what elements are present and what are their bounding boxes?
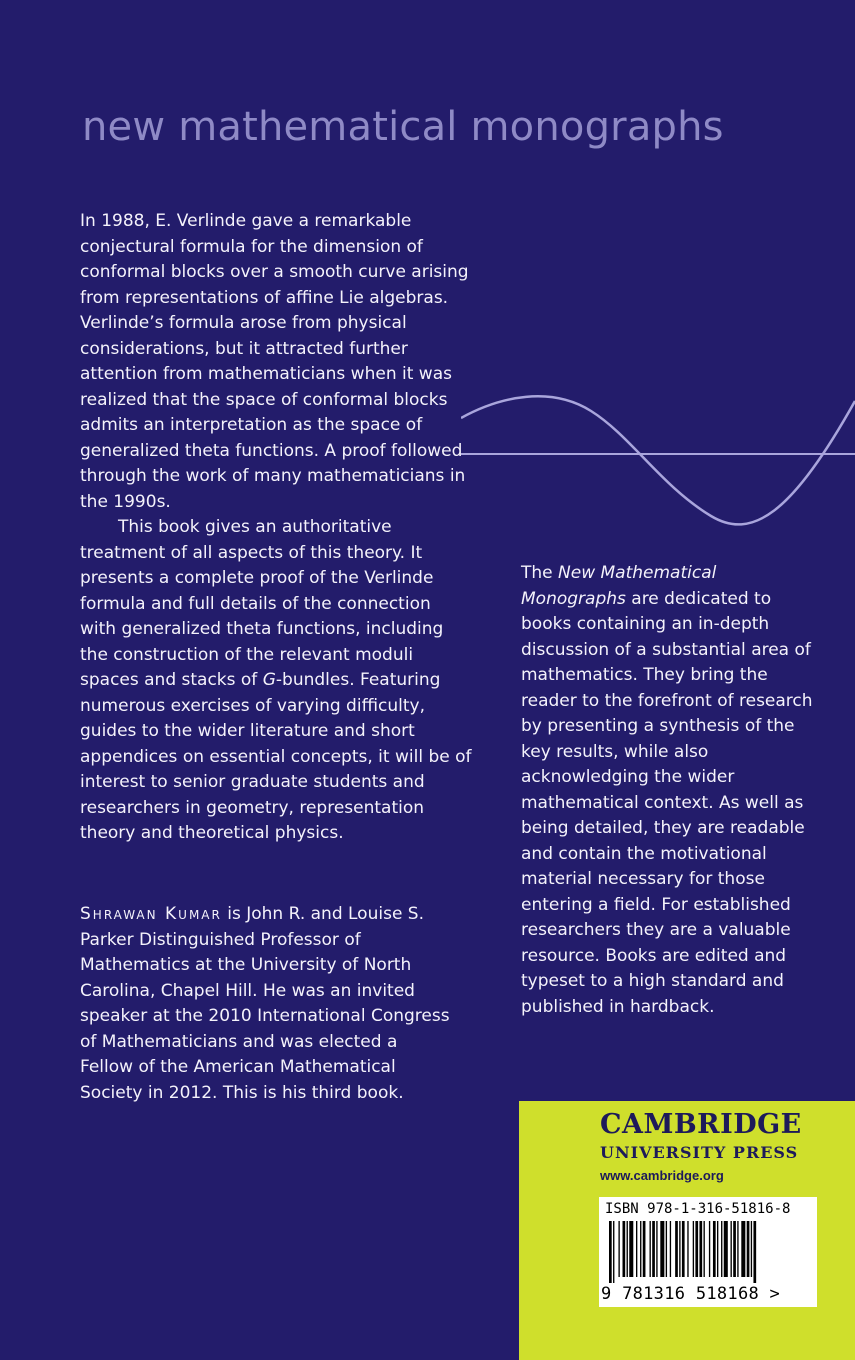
barcode-bar xyxy=(666,1221,667,1277)
barcode-bar xyxy=(682,1221,685,1277)
series-description xyxy=(521,561,821,1020)
series-desc-text: are dedicated to books containing an in-depth discussion of a substantial area of mathematics. They bring the reader to the forefront of research by presenting a synthesis of the key results, while also acknowledging the wider mathematical context. As well as being detailed, they are readable and contain the motivational material necessary for those entering a field. For established researchers they are a valuable resource. Books are edited and typeset to a high standard and published in hardback. xyxy=(521,588,813,1017)
barcode-bar xyxy=(650,1221,651,1277)
author-bio-text: is John R. and Louise S. Parker Distinguished Professor of Mathematics at the University of North Carolina, Chapel Hill. He was an invited speaker at the 2010 International Congress of Mathematicians and was elected a Fellow of the American Mathematical Society in 2012. This is his third book. xyxy=(80,904,450,1103)
isbn-label: ISBN 978-1-316-51816-8 xyxy=(605,1201,791,1217)
publisher-subtitle: UNIVERSITY PRESS xyxy=(600,1143,799,1162)
barcode-bar xyxy=(627,1221,628,1277)
barcode-bar xyxy=(731,1221,732,1277)
barcode-bar xyxy=(751,1221,752,1277)
barcode-bar xyxy=(652,1221,655,1277)
author-bio xyxy=(80,902,452,1106)
g-symbol: G xyxy=(262,670,276,690)
barcode-bar xyxy=(623,1221,626,1277)
book-blurb xyxy=(80,209,472,847)
barcode-bar xyxy=(737,1221,738,1277)
barcode-bar xyxy=(721,1221,722,1277)
barcode-bar xyxy=(693,1221,694,1277)
barcode-bars xyxy=(605,1221,811,1283)
barcode-bar xyxy=(713,1221,716,1277)
series-title: new mathematical monographs xyxy=(82,104,724,150)
barcode-bar xyxy=(679,1221,680,1277)
blurb-paragraph-2 xyxy=(80,515,472,847)
barcode-bar xyxy=(656,1221,657,1277)
sine-wave-graphic xyxy=(461,366,855,546)
publisher-name: CAMBRIDGE xyxy=(600,1109,802,1140)
publisher-url[interactable]: www.cambridge.org xyxy=(600,1168,724,1183)
barcode-bar xyxy=(636,1221,637,1277)
barcode-bar xyxy=(753,1221,756,1283)
author-name: Shrawan Kumar xyxy=(80,904,222,924)
series-name: New Mathematical Monographs xyxy=(521,563,717,609)
barcode-bar xyxy=(687,1221,688,1277)
barcode-bar xyxy=(629,1221,633,1277)
wave-curve xyxy=(461,396,855,524)
barcode-bar xyxy=(704,1221,705,1277)
barcode-bar xyxy=(695,1221,698,1277)
blurb-paragraph-2-start: This book gives an authoritative treatment of all aspects of this theory. It presents a complete proof of the Verlinde formula and full details of the connection with generalized theta functions, including the construction of the relevant moduli spaces and stacks of xyxy=(80,517,444,690)
barcode-bar xyxy=(724,1221,728,1277)
barcode-bar xyxy=(699,1221,702,1277)
barcode-bar xyxy=(717,1221,718,1277)
blurb-paragraph-1: In 1988, E. Verlinde gave a remarkable conjectural formula for the dimension of conformal blocks over a smooth curve arising from representations of affine Lie algebras. Verlinde’s formula arose from physical considerations, but it attracted further attention from mathematicians when it was realized that the space of conformal blocks admits an interpretation as the space of generalized theta functions. A proof followed through the work of many mathematicians in the 1990s. xyxy=(80,211,469,512)
barcode-bar xyxy=(670,1221,671,1277)
barcode-bar xyxy=(609,1221,612,1283)
barcode-bar xyxy=(733,1221,736,1277)
barcode-bar xyxy=(640,1221,641,1277)
blurb-paragraph-2-end: -bundles. Featuring numerous exercises of varying difficulty, guides to the wider literature and short appendices on essential concepts, it will be of interest to senior graduate students and researchers in geometry, representation theory and theoretical physics. xyxy=(80,670,472,843)
barcode-bar xyxy=(675,1221,678,1277)
barcode-bar xyxy=(613,1221,614,1283)
barcode-bar xyxy=(660,1221,664,1277)
ean-digits: 9 781316 518168 > xyxy=(601,1284,781,1304)
barcode-bar xyxy=(741,1221,745,1277)
barcode-bar xyxy=(618,1221,619,1277)
publisher-panel xyxy=(519,1101,855,1360)
barcode xyxy=(599,1197,817,1307)
series-desc-lead: The xyxy=(521,563,559,583)
barcode-bar xyxy=(643,1221,646,1277)
barcode-bar xyxy=(747,1221,750,1277)
barcode-bar xyxy=(709,1221,710,1277)
